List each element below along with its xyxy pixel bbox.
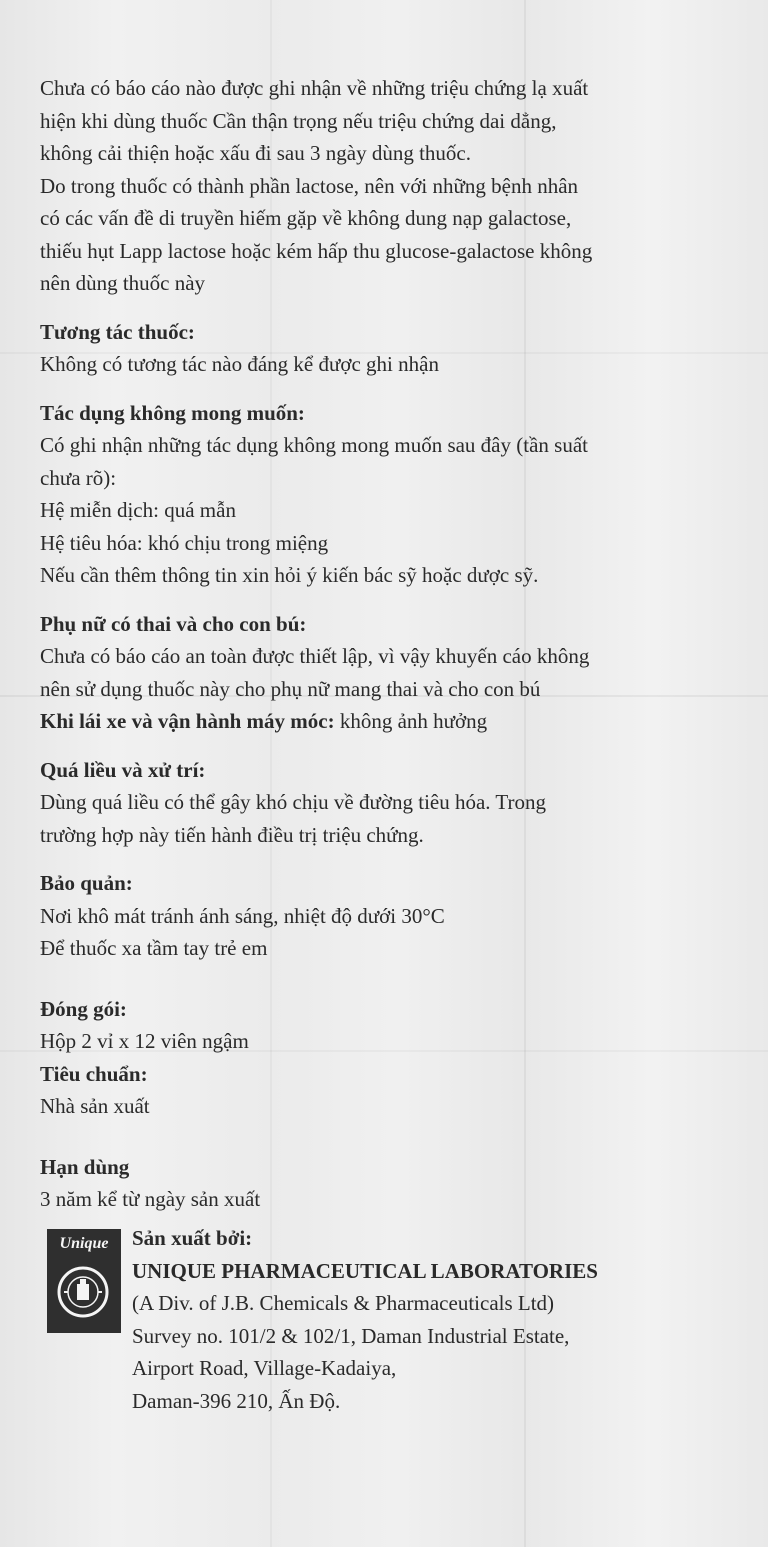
expiry-heading: Hạn dùng [40,1154,130,1179]
storage-line: Để thuốc xa tầm tay trẻ em [40,936,268,960]
overdose-section [40,754,730,852]
pregnancy-section [40,608,730,738]
manufacturer-address: Airport Road, Village-Kadaiya, [132,1356,397,1380]
overdose-line: Dùng quá liều có thể gây khó chịu về đường tiêu hóa. Trong [40,790,546,814]
expiry-value: 3 năm kể từ ngày sản xuất [40,1187,261,1211]
standard-value: Nhà sản xuất [40,1094,150,1118]
side-effects-line: Có ghi nhận những tác dụng không mong muốn sau đây (tần suất [40,433,588,457]
interactions-line: Không có tương tác nào đáng kể được ghi nhận [40,352,439,376]
intro-line: nên dùng thuốc này [40,271,206,295]
storage-line: Nơi khô mát tránh ánh sáng, nhiệt độ dưới 30°C [40,903,445,928]
intro-line: có các vấn đề di truyền hiếm gặp về không dung nạp galactose, [40,206,572,230]
manufacturer-text [132,1222,598,1417]
seal-icon [56,1265,110,1319]
manufacturer-heading: Sản xuất bởi: [132,1226,253,1250]
driving-line [40,705,730,738]
side-effects-line: chưa rõ): [40,465,117,490]
standard-heading: Tiêu chuẩn: [40,1061,148,1086]
driving-label: Khi lái xe và vận hành máy móc: [40,709,335,733]
pregnancy-line: nên sử dụng thuốc này cho phụ nữ mang thai và cho con bú [40,676,541,701]
interactions-heading: Tương tác thuốc: [40,319,195,344]
storage-section [40,867,730,965]
intro-line: Chưa có báo cáo nào được ghi nhận về những triệu chứng lạ xuất [40,76,589,100]
unique-logo [47,1229,121,1333]
overdose-line: trường hợp này tiến hành điều trị triệu chứng. [40,822,424,847]
interactions-section [40,316,730,381]
side-effects-line: Nếu cần thêm thông tin xin hỏi ý kiến bác sỹ hoặc dược sỹ. [40,563,539,587]
intro-line: thiếu hụt Lapp lactose hoặc kém hấp thu glucose-galactose không [40,238,593,263]
manufacturer-division: (A Div. of J.B. Chemicals & Pharmaceuticals Ltd) [132,1291,555,1315]
packaging-section [40,993,730,1123]
manufacturer-address: Daman-396 210, Ấn Độ. [132,1388,341,1413]
expiry-section [40,1151,730,1216]
side-effects-section [40,397,730,592]
manufacturer-address: Survey no. 101/2 & 102/1, Daman Industrial Estate, [132,1323,570,1348]
intro-line: hiện khi dùng thuốc Cần thận trọng nếu triệu chứng dai dẳng, [40,108,557,133]
side-effects-line: Hệ tiêu hóa: khó chịu trong miệng [40,530,329,555]
side-effects-line: Hệ miễn dịch: quá mẫn [40,498,236,522]
manufacturer-name: UNIQUE PHARMACEUTICAL LABORATORIES [132,1258,598,1283]
pregnancy-line: Chưa có báo cáo an toàn được thiết lập, vì vậy khuyến cáo không [40,644,590,668]
driving-value: không ảnh hưởng [334,709,488,733]
overdose-heading: Quá liều và xử trí: [40,757,206,782]
logo-wordmark: Unique [59,1235,109,1252]
leaflet-body [40,72,730,1216]
intro-section [40,72,730,300]
pregnancy-heading: Phụ nữ có thai và cho con bú: [40,611,307,636]
packaging-heading: Đóng gói: [40,996,127,1021]
packaging-value: Hộp 2 vỉ x 12 viên ngậm [40,1029,249,1053]
storage-heading: Bảo quản: [40,871,133,895]
intro-line: không cải thiện hoặc xấu đi sau 3 ngày dùng thuốc. [40,141,471,165]
intro-line: Do trong thuốc có thành phần lactose, nên với những bệnh nhân [40,173,579,198]
side-effects-heading: Tác dụng không mong muốn: [40,400,305,425]
